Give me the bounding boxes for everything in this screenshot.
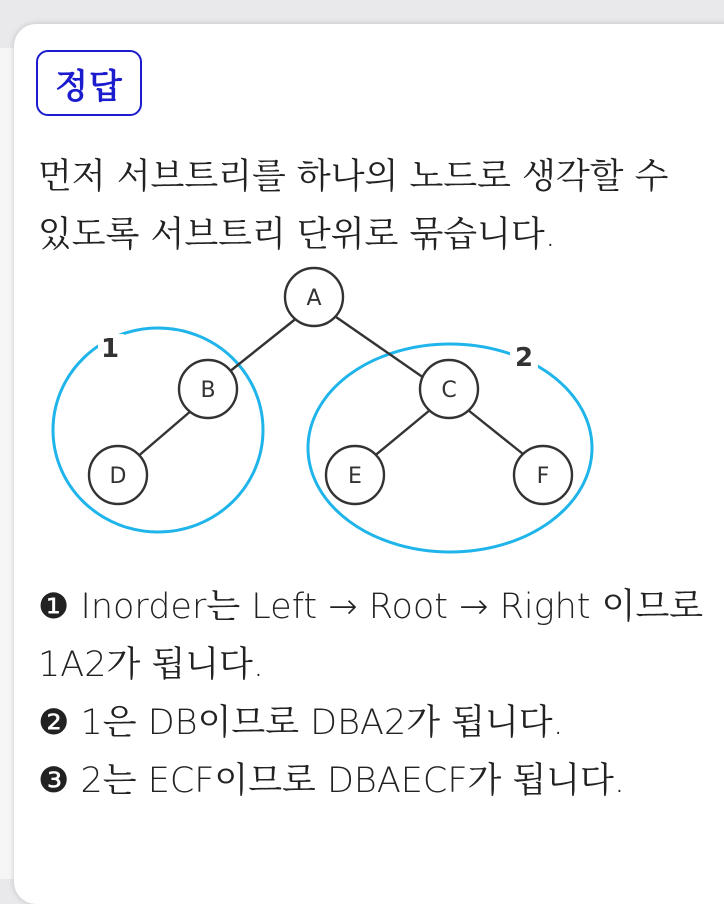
step-2-marker: ❷ (38, 703, 70, 743)
edge-a-b (224, 317, 298, 376)
tree-node-e-label: E (348, 464, 362, 489)
tree-node-a-label: A (306, 286, 322, 311)
step-1-text: Inorder는 Left → Root → Right 이므로 1A2가 됩니다. (38, 587, 704, 685)
steps-list (38, 578, 718, 810)
step-1 (38, 578, 718, 694)
edge-c-e (372, 410, 430, 458)
step-3 (38, 752, 718, 810)
edge-c-f (468, 410, 528, 458)
step-3-text: 2는 ECF이므로 DBAECF가 됩니다. (69, 761, 625, 801)
binary-tree-diagram (40, 262, 600, 562)
answer-badge: 정답 (36, 50, 142, 116)
step-3-marker: ❸ (38, 761, 70, 801)
group-label-1: 1 (100, 334, 120, 364)
group-ring-1 (53, 328, 263, 532)
background-panel (0, 48, 14, 879)
intro-text: 먼저 서브트리를 하나의 노드로 생각할 수 있도록 서브트리 단위로 묶습니다. (38, 157, 669, 255)
tree-node-f-label: F (536, 464, 550, 489)
group-label-2: 2 (514, 343, 534, 373)
step-1-marker: ❶ (38, 587, 70, 627)
step-2-text: 1은 DB이므로 DBA2가 됩니다. (69, 703, 564, 743)
tree-node-b-label: B (200, 378, 216, 403)
edge-b-d (136, 410, 192, 458)
tree-node-d-label: D (109, 464, 127, 489)
tree-node-c-label: C (441, 378, 457, 403)
step-2 (38, 694, 718, 752)
